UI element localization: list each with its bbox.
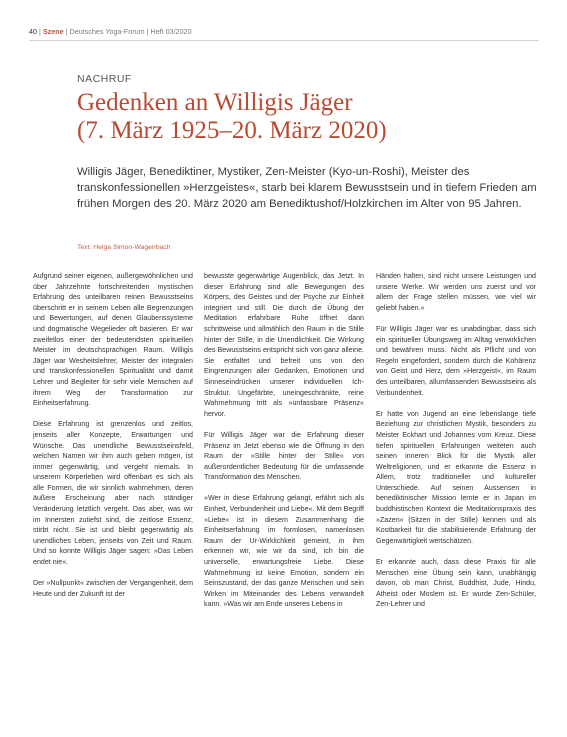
paragraph: Er erkannte auch, dass diese Praxis für alle Menschen eine Übung sein kann, unabhängig davon, ob man Christ, Buddhist, Jude, Hindu, Atheist oder Moslem ist. Er wurde Zen-Schüler, Zen-Lehrer und	[376, 558, 536, 609]
text-column-1	[33, 271, 193, 729]
paragraph: Händen halten, sind nicht unsere Leistungen und unsere Werke. Wir werden uns zuerst und vor allem der Frage stellen müssen, wie viel wir geliebt haben.«	[376, 272, 536, 312]
header-divider: |	[39, 27, 43, 36]
paragraph: Aufgrund seiner eigenen, außergewöhnlichen und über Jahrzehnte fortschreitenden mystischen Erfahrung des unteilbaren reinen Bewusstseins überschritt er in seinem Leben alle Begrenzungen und Bewertungen, auf denen Glaubenssysteme und dogmatische Wegelieder oft basieren. Er war zweifellos einer der bedeutendsten spirituellen Meister im deutschsprachigen Raum. Willigis Jäger war Wesheitslehrer, Meister der integralen und transkonfessionellen Spiritualität und damit Lehrer und Begleiter für sehr viele Menschen auf ihrem Weg der Transformation zur Einheitserfahrung.	[33, 272, 193, 408]
paragraph: bewusste gegenwärtige Augenblick, das Jetzt. In dieser Erfahrung sind alle Bewegungen des Körpers, des Geistes und der Psyche zur Einheit integriert und still. Die durch die Übung der Meditation erfahrbare Ruhe öffnet dann schrittweise und allmählich den Raum in die Stille hinter der Stille, in die Unendlichkeit. Die Wirkung des Bewusstseins entspricht sich von ganz alleine. Sie entfaltet und befreit uns von den Eingrenzungen aller Gedanken, Emotionen und Sinneseindrücken unserer individuellen Ich-Struktur. Ungefärbte, uneingeschränkte, reine Wahrnehmung tritt als »unfassbare Präsenz« hervor.	[204, 272, 364, 418]
paragraph: »Wer in diese Erfahrung gelangt, erfährt sich als Einheit, Verbundenheit und Liebe«. Mit dem Begriff »Liebe« ist in diesem Zusammenhang die Einheitserfahrung im formlosen, namenlosen Raum der Ur-Wirklichkeit gemeint, in ihm erkennen wir, wie wir da sind, ich bin die universelle, erwartungsfreie Liebe. Diese Wahrnehmung ist keine Emotion, sondern ein Seinszustand, der das ganze Menschen und sein Wirken im Miteinander des Lebens verwandelt kann. »Was wir am Ende unseres Lebens in	[204, 494, 364, 609]
header-rule	[29, 40, 539, 41]
paragraph: Für Willigis Jäger war die Erfahrung dieser Präsenz im Jetzt ebenso wie die Öffnung in den Raum der »Stille hinter der Stille« von außerordentlicher Bedeutung für die umfassende Transformation des Menschen.	[204, 430, 364, 482]
paragraph: Für Willigis Jäger war es unabdingbar, dass sich ein spiritueller Übungsweg im Alltag verwirklichen und bewähren muss. Nicht als Pflicht und von Regeln eingefordert, sondern durch die Kohärenz von Geist und Herz, dem »Herzgeist«, im Raum des unteilbaren, allumfassenden Bewusstseins als Verbundenheit.	[376, 324, 536, 397]
header-divider: |	[65, 27, 70, 36]
article-kicker: NACHRUF	[77, 73, 132, 85]
running-header	[29, 27, 192, 36]
article-author: Text: Helga Simon-Wagenbach	[77, 244, 171, 251]
text-column-3	[376, 271, 536, 729]
section-name: Szene	[42, 27, 64, 36]
title-line-1: Gedenken an Willigis Jäger	[77, 89, 353, 116]
article-title	[77, 89, 387, 145]
title-line-2: (7. März 1925–20. März 2020)	[77, 117, 387, 144]
article-lead: Willigis Jäger, Benediktiner, Mystiker, Zen-Meister (Kyo-un-Roshi), Meister des transkonfessionellen »Herzgeistes«, starb bei klarem Bewusstsein und in tiefem Frieden am frühen Morgen des 20. März 2020 am Benediktushof/Holzkirchen im Alter von 95 Jahren.	[77, 166, 537, 210]
page-number: 40	[29, 27, 37, 36]
paragraph: Er hatte von Jugend an eine lebenslange tiefe Beziehung zur christlichen Mystik, besonders zu Meister Eckhart und Johannes vom Kreuz. Diese tiefen spirituellen Erfahrungen weiteten auch seinen inneren Blick für die Mystik aller Weltreligionen, und er erkannte die Essenz in Allem, trotz traditioneller und kultureller Unterschiede. Auf seinen Aussensen in benediktinischer Mission lernte er in Japan im buddhistischen Kontext die Meditationspraxis des »Zazen« (Sitzen in der Stille) kennen und als Kostbarkeit für die stabilisierende Erfahrung der Gegenwärtigkeit wertschätzen.	[376, 409, 536, 545]
paragraph: Der »Nullpunkt« zwischen der Vergangenheit, dem Heute und der Zukunft ist der	[33, 579, 193, 598]
publication-name: Deutsches Yoga-Forum | Heft 03/2020	[69, 27, 192, 36]
text-column-2	[204, 271, 364, 729]
paragraph: Diese Erfahrung ist grenzenlos und zeitlos, jenseits aller Konzepte, Erwartungen und Wünsche. Das unendliche Bewusstseinsfeld, welchen Namen wir ihm auch geben mögen, ist immer gegenwärtig, und vergeht niemals. In unserem Körperleben wird offenbart es sich als alle Formen, die wir sinnlich wahrnehmen, deren äußere Erscheinung aber nach ständiger Veränderung letztlich vergeht. Das aber, was wir im Innersten zutiefst sind, die zeitlose Essenz, stirbt nicht. Sie ist und bleibt gegenwärtig als unendliches Leben, jenseits von Zeit und Raum. Und so konnte Willigis Jäger sagen: »Das Leben endet nie«.	[33, 420, 193, 567]
